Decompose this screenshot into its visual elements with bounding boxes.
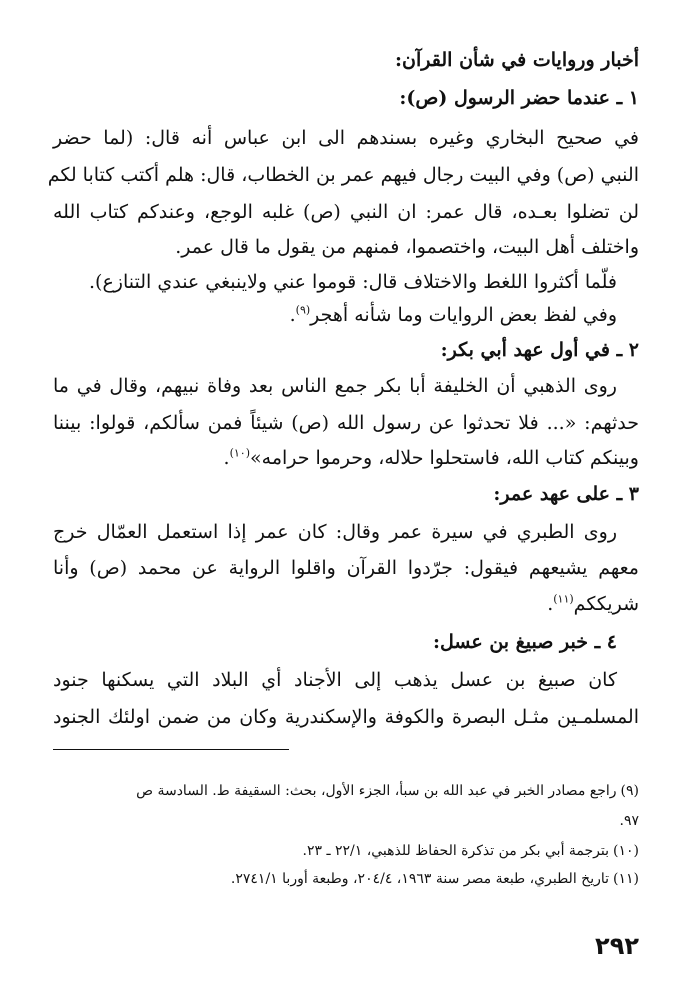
footnote-11-number: (١١) <box>613 871 639 887</box>
item-2-line-3-text: وبينكم كتاب الله، فاستحلوا حلاله، وحرموا حرامه» <box>250 447 639 469</box>
item-3-line-3-text: شريككم <box>573 593 639 615</box>
book-page <box>47 40 639 970</box>
footnote-10-number: (١٠) <box>613 843 639 859</box>
footnote-9-number: (٩) <box>620 783 639 799</box>
item-2-line-2: حدثهم: «... فلا تحدثوا عن رسول الله (ص) شيئاً فمن سألكم، قولوا: بيننا <box>53 412 639 434</box>
item-1-line-1: في صحيح البخاري وغيره بسندهم الى ابن عباس أنه قال: (لما حضر <box>53 127 639 149</box>
item-4-heading: ٤ ـ خبر صبيغ بن عسل: <box>433 631 617 653</box>
item-1-line-6-text: وفي لفظ بعض الروايات وما شأنه أهجر <box>310 304 617 326</box>
item-1-line-5: فلّما أكثروا اللغط والاختلاف قال: قوموا عني ولاينبغي عندي التنازع). <box>89 271 617 293</box>
item-3-line-2: معهم يشيعهم فيقول: جرّدوا القرآن واقلوا الرواية عن محمد (ص) وأنا <box>53 557 639 579</box>
item-1-line-6 <box>53 301 639 331</box>
footnote-divider <box>53 749 289 750</box>
footnote-9-text: راجع مصادر الخبر في عبد الله بن سبأ، الجزء الأول، بحث: السقيفة ط. السادسة ص <box>136 783 617 799</box>
item-4-line-2: المسلمـين مثـل البصرة والكوفة والإسكندرية وكان من ضمن اولئك الجنود <box>53 706 639 728</box>
footnote-ref-9: (٩) <box>295 303 311 317</box>
section-title: أخبار وروايات في شأن القرآن: <box>395 49 639 71</box>
item-3-heading: ٣ ـ على عهد عمر: <box>493 483 639 505</box>
item-3-line-3 <box>53 590 639 620</box>
item-3-line-1: روى الطبري في سيرة عمر وقال: كان عمر إذا استعمل العمّال خرج <box>53 521 617 543</box>
footnote-9-continuation: ٩٧. <box>619 813 639 829</box>
item-1-heading: ١ ـ عندما حضر الرسول (ص): <box>399 87 639 109</box>
item-1-line-4: واختلف أهل البيت، واختصموا، فمنهم من يقول ما قال عمر. <box>175 236 639 258</box>
item-2-line-3 <box>53 444 639 474</box>
footnote-10 <box>53 840 639 862</box>
footnote-11 <box>53 868 639 890</box>
footnote-11-text: تاريخ الطبري، طبعة مصر سنة ١٩٦٣، ٢٠٤/٤، وطبعة أوربا ٢٧٤١/١. <box>230 871 610 887</box>
footnote-9 <box>53 780 639 802</box>
item-1-line-2: النبي (ص) وفي البيت رجال فيهم عمر بن الخطاب، قال: هلم أكتب كتابا لكم <box>47 164 639 186</box>
item-3-line-3-tail: . <box>547 593 554 615</box>
item-4-line-1: كان صبيغ بن عسل يذهب إلى الأجناد أي البلاد التي يسكنها جنود <box>53 669 617 691</box>
item-2-line-3-tail: . <box>223 447 230 469</box>
footnote-ref-10: (١٠) <box>229 446 251 460</box>
item-1-line-3: لن تضلوا بعـده، قال عمر: ان النبي (ص) غلبه الوجع، وعندكم كتاب الله <box>53 201 639 223</box>
footnote-ref-11: (١١) <box>553 592 574 606</box>
footnote-10-text: بترجمة أبي بكر من تذكرة الحفاظ للذهبي، ٢٢/١ ـ ٢٣. <box>302 843 610 859</box>
page-number: ٢٩٢ <box>595 932 639 960</box>
item-2-line-1: روى الذهبي أن الخليفة أبا بكر جمع الناس بعد وفاة نبيهم، وقال في ما <box>53 375 617 397</box>
item-1-line-6-tail: . <box>289 304 296 326</box>
item-2-heading: ٢ ـ في أول عهد أبي بكر: <box>440 339 639 361</box>
